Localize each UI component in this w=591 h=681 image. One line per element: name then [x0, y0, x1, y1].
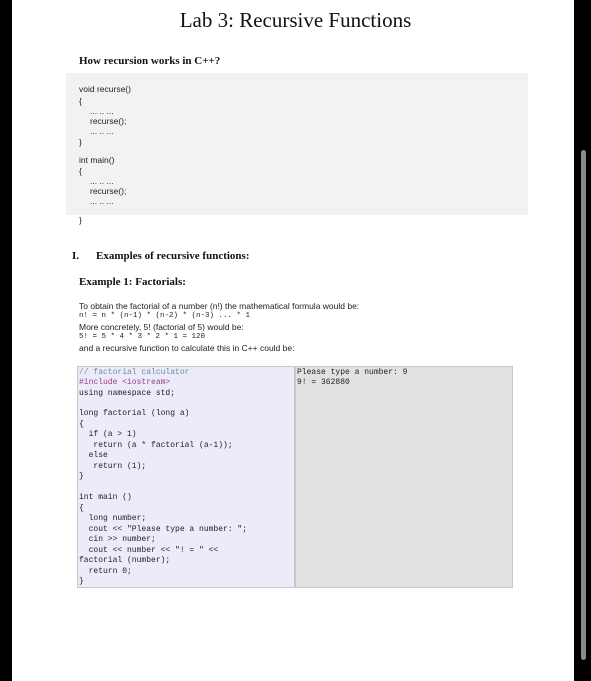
code-line: // factorial calculator [79, 368, 190, 377]
code-line: int main () [79, 493, 132, 502]
code-line: return (1); [79, 462, 147, 471]
output-line: Please type a number: 9 [297, 368, 408, 377]
body-text: To obtain the factorial of a number (n!) the mathematical formula would be: [79, 301, 360, 311]
code-line: else [79, 451, 108, 460]
code-line: { [79, 504, 84, 513]
code-line: cout << number << "! = " << [79, 546, 219, 555]
code-line: ... .. ... [90, 126, 114, 136]
code-line: long factorial (long a) [79, 409, 190, 418]
page-title: Lab 3: Recursive Functions [179, 8, 412, 32]
formula-text: n! = n * (n-1) * (n-2) * (n-3) ... * 1 [79, 312, 251, 320]
section-heading-examples: Examples of recursive functions: [96, 250, 250, 262]
code-line: ... .. ... [90, 106, 114, 116]
code-line: } [79, 577, 84, 586]
example-heading: Example 1: Factorials: [79, 276, 186, 288]
body-text: More concretely, 5! (factorial of 5) would be: [79, 322, 244, 332]
code-line: factorial (number); [79, 556, 171, 565]
code-line: } [79, 215, 82, 225]
code-line: long number; [79, 514, 147, 523]
code-line: ... .. ... [90, 196, 114, 206]
formula-text: 5! = 5 * 4 * 3 * 2 * 1 = 120 [79, 333, 206, 341]
code-line: using namespace std; [79, 389, 176, 398]
section-numeral: I. [72, 250, 80, 262]
code-line: recurse(); [90, 186, 127, 196]
code-line: return 0; [79, 567, 132, 576]
code-line: int main() [79, 155, 115, 165]
code-line: ... .. ... [90, 176, 114, 186]
code-line: cout << "Please type a number: "; [79, 525, 248, 534]
code-line: cin >> number; [79, 535, 156, 544]
code-line: #include <iostream> [79, 378, 171, 387]
code-block-recursion [66, 73, 528, 215]
code-line: { [79, 166, 82, 176]
section-heading-how: How recursion works in C++? [79, 55, 221, 67]
code-line: recurse(); [90, 116, 127, 126]
output-console [295, 366, 513, 588]
code-line: if (a > 1) [79, 430, 137, 439]
code-line: void recurse() [79, 84, 131, 94]
code-line: return (a * factorial (a-1)); [79, 441, 233, 450]
code-line: { [79, 96, 82, 106]
output-line: 9! = 362880 [297, 378, 350, 387]
code-line: } [79, 137, 82, 147]
scrollbar-thumb[interactable] [581, 150, 586, 660]
code-line: } [79, 472, 84, 481]
body-text: and a recursive function to calculate this in C++ could be: [79, 343, 295, 353]
code-line: { [79, 420, 84, 429]
